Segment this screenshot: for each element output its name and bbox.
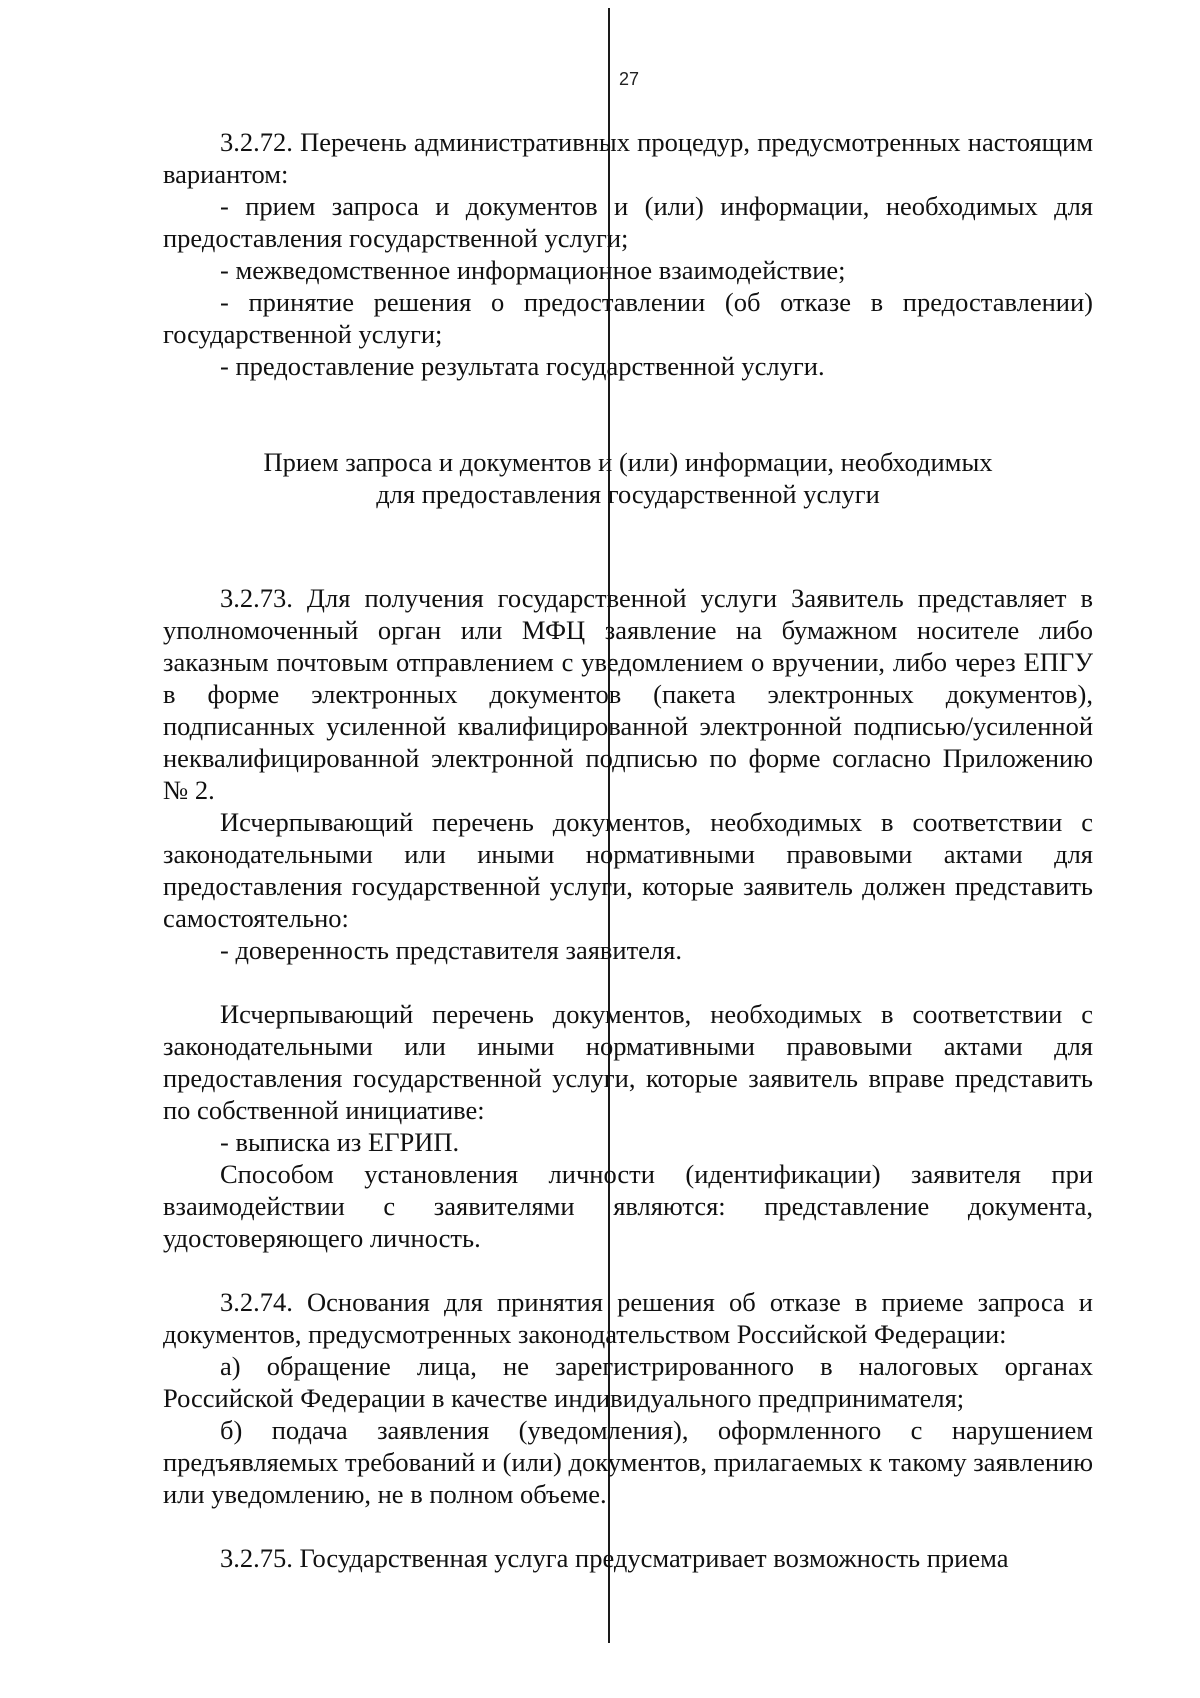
section-3-2-72 <box>163 126 1093 382</box>
section-3-2-73 <box>163 582 1093 966</box>
list-item: - выписка из ЕГРИП. <box>220 1127 460 1157</box>
list-item: б) подача заявления (уведомления), оформленного с нарушением предъявляемых требований и (или) документов, прилагаемых к такому заявлению или уведомлению, не в полном объеме. <box>163 1415 1093 1509</box>
paragraph: 3.2.74. Основания для принятия решения об отказе в приеме запроса и документов, предусмотренных законодательством Российской Федерации: <box>163 1287 1093 1349</box>
paragraph: 3.2.73. Для получения государственной услуги Заявитель представляет в уполномоченный орган или МФЦ заявление на бумажном носителе либо заказным почтовым отправлением с уведомлением о вручении, либо через ЕПГУ в форме электронных документов (пакета электронных документов), подписанных усиленной квалифицированной электронной подписью/усиленной неквалифицированной электронной подписью по форме согласно Приложению № 2. <box>163 583 1093 805</box>
paragraph: Исчерпывающий перечень документов, необходимых в соответствии с законодательными или иными нормативными правовыми актами для предоставления государственной услуги, которые заявитель вправе представить по собственной инициативе: <box>163 999 1093 1125</box>
heading-line: для предоставления государственной услуги <box>376 479 880 509</box>
section-3-2-75 <box>163 1542 1093 1574</box>
list-item: а) обращение лица, не зарегистрированного в налоговых органах Российской Федерации в качестве индивидуального предпринимателя; <box>163 1351 1093 1413</box>
paragraph: Способом установления личности (идентификации) заявителя при взаимодействии с заявителями являются: представление документа, удостоверяющего личность. <box>163 1159 1093 1253</box>
list-item: - предоставление результата государственной услуги. <box>220 351 825 381</box>
document-body <box>163 126 1093 1574</box>
section-optional-documents <box>163 998 1093 1254</box>
paragraph: 3.2.72. Перечень административных процедур, предусмотренных настоящим вариантом: <box>163 127 1093 189</box>
list-item: - доверенность представителя заявителя. <box>220 935 682 965</box>
paragraph: 3.2.75. Государственная услуга предусматривает возможность приема <box>220 1543 1009 1573</box>
list-item: - прием запроса и документов и (или) информации, необходимых для предоставления государственной услуги; <box>163 191 1093 253</box>
heading-line: Прием запроса и документов и (или) информации, необходимых <box>263 447 993 477</box>
section-3-2-74 <box>163 1286 1093 1510</box>
section-heading <box>163 446 1093 510</box>
list-item: - межведомственное информационное взаимодействие; <box>220 255 846 285</box>
paragraph: Исчерпывающий перечень документов, необходимых в соответствии с законодательными или иными нормативными правовыми актами для предоставления государственной услуги, которые заявитель должен представить самостоятельно: <box>163 807 1093 933</box>
page-number: 27 <box>619 69 640 89</box>
list-item: - принятие решения о предоставлении (об отказе в предоставлении) государственной услуги; <box>163 287 1093 349</box>
